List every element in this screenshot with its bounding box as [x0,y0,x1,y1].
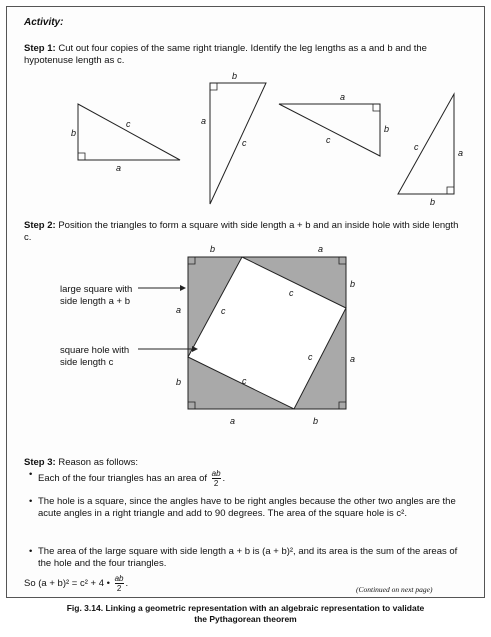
hole-label: square hole with side length c [60,345,130,368]
step2-label: Step 2: [24,220,56,231]
step1-label: Step 1: [24,43,56,54]
step3-label: Step 3: [24,457,56,468]
step3-paragraph [24,457,464,469]
sq-left-a: a [176,305,182,315]
sq-top-b: b [210,244,216,254]
activity-title: Activity: [24,17,64,28]
bullet-1-text: Each of the four triangles has an area of [38,473,207,485]
triangle-3 [279,92,389,156]
triangle-1 [71,104,180,173]
large-square-label: large square with side length a + b [60,284,133,307]
sq-right-a: a [350,354,356,364]
pythagorean-square [138,244,355,426]
t1-c-label: c [126,119,131,129]
step2-text: Position the triangles to form a square with side length a + b and an inside hole with side length c. [24,220,459,243]
step1-text: Cut out four copies of the same right triangle. Identify the leg lengths as a and b and the hypotenuse length as c. [24,43,427,66]
sq-bottom-a: a [230,416,236,426]
hole-bottom-c: c [242,376,247,386]
hole-top-c: c [289,288,294,298]
t4-a-label: a [458,148,464,158]
bullet-3: • The area of the large square with side length a + b is (a + b)², and its area is the sum of the areas of the hole and the four triangles. [38,546,463,570]
fraction-denominator: 2 [116,584,122,593]
t2-b-label: b [232,71,238,81]
t1-a-label: a [116,163,122,173]
fraction-denominator: 2 [213,479,219,488]
hole-right-c: c [308,352,313,362]
conclusion-fraction [115,574,124,593]
sq-left-b: b [176,377,182,387]
fraction-numerator: ab [114,574,124,583]
t4-c-label: c [414,142,419,152]
sq-top-a: a [318,244,324,254]
hole-left-c: c [221,306,226,316]
fraction-numerator: ab [211,469,221,478]
t4-b-label: b [430,197,436,207]
t3-c-label: c [326,135,331,145]
bullet-1-fraction [212,469,221,488]
continued-note: (Continued on next page) [356,585,433,594]
bullet-1: • Each of the four triangles has an area of $\frac{ab}{2}$ . [38,469,463,488]
bullet-2: • The hole is a square, since the angles have to be right angles because the other two angles are the acute angles in a right triangle and add to 90 degrees. The area of the square hole is c². [38,496,463,520]
step2-paragraph [24,220,464,244]
sq-right-b: b [350,279,356,289]
t3-b-label: b [384,124,390,134]
triangle-2 [201,71,266,204]
t1-b-label: b [71,128,77,138]
triangle-4 [398,94,463,207]
t2-a-label: a [201,116,207,126]
t3-a-label: a [340,92,346,102]
figure-caption-line2: the Pythagorean theorem [194,614,297,624]
conclusion-lhs: So (a + b)² = c² + 4 • [24,578,110,590]
step3-text: Reason as follows: [58,457,139,468]
conclusion-line: So (a + b)² = c² + 4 • $\frac{ab}{2}$ . [24,574,129,593]
figure-caption-line1: Fig. 3.14. Linking a geometric representation with an algebraic representation to validate [66,603,425,613]
sq-bottom-b: b [313,416,319,426]
t2-c-label: c [242,138,247,148]
